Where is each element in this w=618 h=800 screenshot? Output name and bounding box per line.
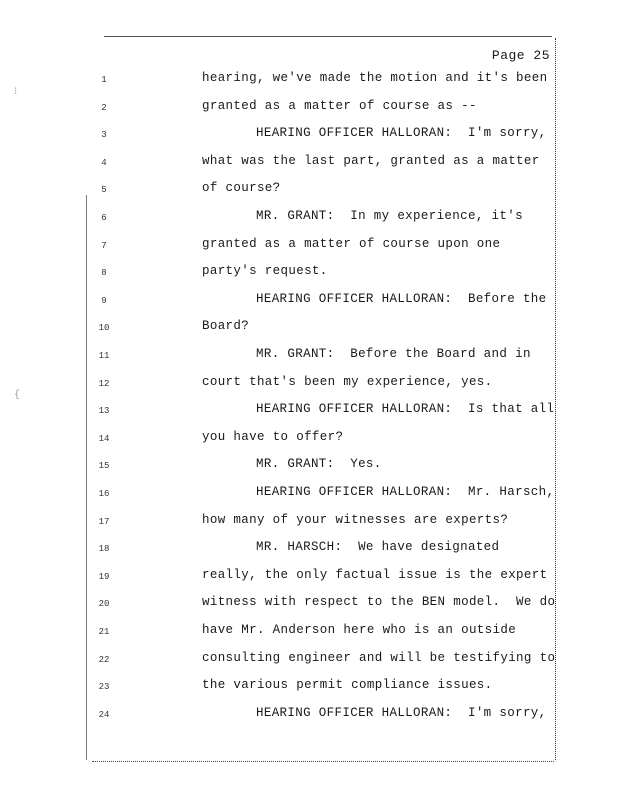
line-text: what was the last part, granted as a matter (202, 154, 540, 168)
line-text: how many of your witnesses are experts? (202, 513, 509, 527)
line-number: 3 (101, 130, 107, 140)
line-text: party's request. (202, 264, 328, 278)
line-text: you have to offer? (202, 430, 344, 444)
line-number: 16 (98, 489, 110, 499)
line-text: really, the only factual issue is the expert (202, 568, 548, 582)
line-number: 6 (101, 213, 107, 223)
page-number: Page 25 (491, 48, 550, 63)
transcript-line (0, 375, 618, 395)
transcript-line (0, 540, 618, 560)
transcript-line (0, 513, 618, 533)
transcript-line (0, 595, 618, 615)
line-text: the various permit compliance issues. (202, 678, 493, 692)
line-text: of course? (202, 181, 281, 195)
line-text: MR. HARSCH: We have designated (256, 540, 500, 554)
line-number: 18 (98, 544, 110, 554)
line-text: HEARING OFFICER HALLORAN: Before the (256, 292, 547, 306)
transcript-line (0, 237, 618, 257)
line-text: witness with respect to the BEN model. We do (202, 595, 556, 609)
line-number: 11 (98, 351, 110, 361)
transcript-line (0, 209, 618, 229)
line-number: 17 (98, 517, 110, 527)
line-number: 14 (98, 434, 110, 444)
transcript-line (0, 678, 618, 698)
transcript-line (0, 347, 618, 367)
line-number: 1 (101, 75, 107, 85)
line-text: granted as a matter of course as -- (202, 99, 477, 113)
line-number: 19 (98, 572, 110, 582)
transcript-line (0, 485, 618, 505)
transcript-line (0, 264, 618, 284)
line-number: 12 (98, 379, 110, 389)
transcript-line (0, 71, 618, 91)
line-number: 9 (101, 296, 107, 306)
margin-scan-mark: ⁝ (14, 87, 18, 98)
transcript-line (0, 126, 618, 146)
transcript-line (0, 154, 618, 174)
line-number: 13 (98, 406, 110, 416)
line-text: have Mr. Anderson here who is an outside (202, 623, 517, 637)
line-text: MR. GRANT: Yes. (256, 457, 382, 471)
line-text: hearing, we've made the motion and it's been (202, 71, 548, 85)
line-number: 7 (101, 241, 107, 251)
line-text: court that's been my experience, yes. (202, 375, 493, 389)
line-text: MR. GRANT: In my experience, it's (256, 209, 523, 223)
transcript-line (0, 706, 618, 726)
line-number: 5 (101, 185, 107, 195)
line-text: Board? (202, 319, 250, 333)
line-number: 2 (101, 103, 107, 113)
transcript-line (0, 430, 618, 450)
line-number: 8 (101, 268, 107, 278)
line-text: granted as a matter of course upon one (202, 237, 501, 251)
line-number: 4 (101, 158, 107, 168)
line-number: 22 (98, 655, 110, 665)
transcript-line (0, 651, 618, 671)
transcript-line (0, 181, 618, 201)
line-number: 20 (98, 599, 110, 609)
transcript-line (0, 457, 618, 477)
line-text: HEARING OFFICER HALLORAN: Mr. Harsch, (256, 485, 555, 499)
transcript-line (0, 319, 618, 339)
transcript-line (0, 402, 618, 422)
transcript-line (0, 623, 618, 643)
bottom-rule (92, 761, 554, 762)
line-text: MR. GRANT: Before the Board and in (256, 347, 531, 361)
line-text: HEARING OFFICER HALLORAN: I'm sorry, (256, 706, 547, 720)
line-number: 21 (98, 627, 110, 637)
transcript-line (0, 99, 618, 119)
line-text: HEARING OFFICER HALLORAN: I'm sorry, (256, 126, 547, 140)
transcript-line (0, 292, 618, 312)
line-number: 24 (98, 710, 110, 720)
line-text: HEARING OFFICER HALLORAN: Is that all (256, 402, 555, 416)
line-text: consulting engineer and will be testifying to (202, 651, 556, 665)
line-number: 15 (98, 461, 110, 471)
line-number: 23 (98, 682, 110, 692)
margin-scan-mark: { (14, 390, 21, 401)
transcript-line (0, 568, 618, 588)
top-rule (104, 36, 552, 37)
line-number: 10 (98, 323, 110, 333)
